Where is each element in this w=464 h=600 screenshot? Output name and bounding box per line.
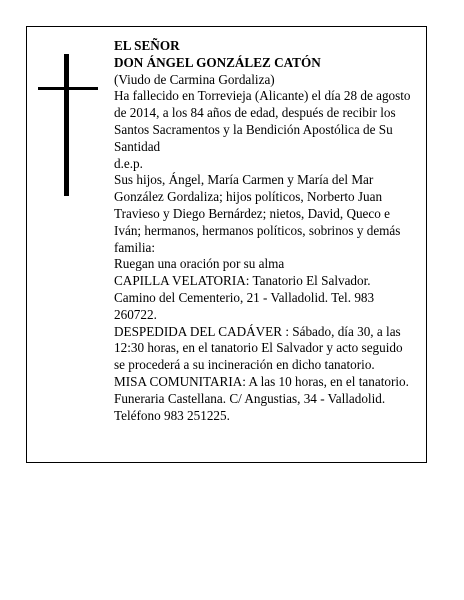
widower-line: (Viudo de Carmina Gordaliza) (114, 71, 275, 87)
funeral-home-info: Funeraria Castellana. C/ Angustias, 34 - Valladolid. Teléfono 983 251225. (114, 390, 386, 423)
family-paragraph: Sus hijos, Ángel, María Carmen y María del Mar González Gordaliza; hijos políticos, Norberto Juan Travieso y Diego Bernárdez; nietos, David, Queco e Iván; hermanos, hermanos políticos, sobrinos y demás familia: (114, 172, 401, 255)
deceased-name: DON ÁNGEL GONZÁLEZ CATÓN (114, 54, 321, 70)
farewell-info: DESPEDIDA DEL CADÁVER : Sábado, día 30, a las 12:30 horas, en el tanatorio El Salvador y acto seguido se procederá a su incineración en dicho tanatorio. (114, 323, 403, 373)
latin-cross-icon (38, 54, 98, 196)
mass-info: MISA COMUNITARIA: A las 10 horas, en el tanatorio. (114, 373, 409, 389)
rip-line: d.e.p. (114, 155, 143, 171)
chapel-info: CAPILLA VELATORIA: Tanatorio El Salvador. Camino del Cementerio, 21 - Valladolid. Tel. 983 260722. (114, 273, 375, 322)
cross-horizontal-bar (38, 87, 98, 90)
notice-title: EL SEÑOR (114, 38, 180, 53)
prayer-request: Ruegan una oración por su alma (114, 256, 285, 272)
notice-text (114, 38, 414, 424)
passed-away-paragraph: Ha fallecido en Torrevieja (Alicante) el día 28 de agosto de 2014, a los 84 años de edad, después de recibir los Santos Sacramentos y la Bendición Apostólica de Su Santidad (114, 88, 411, 154)
cross-vertical-bar (64, 54, 69, 196)
